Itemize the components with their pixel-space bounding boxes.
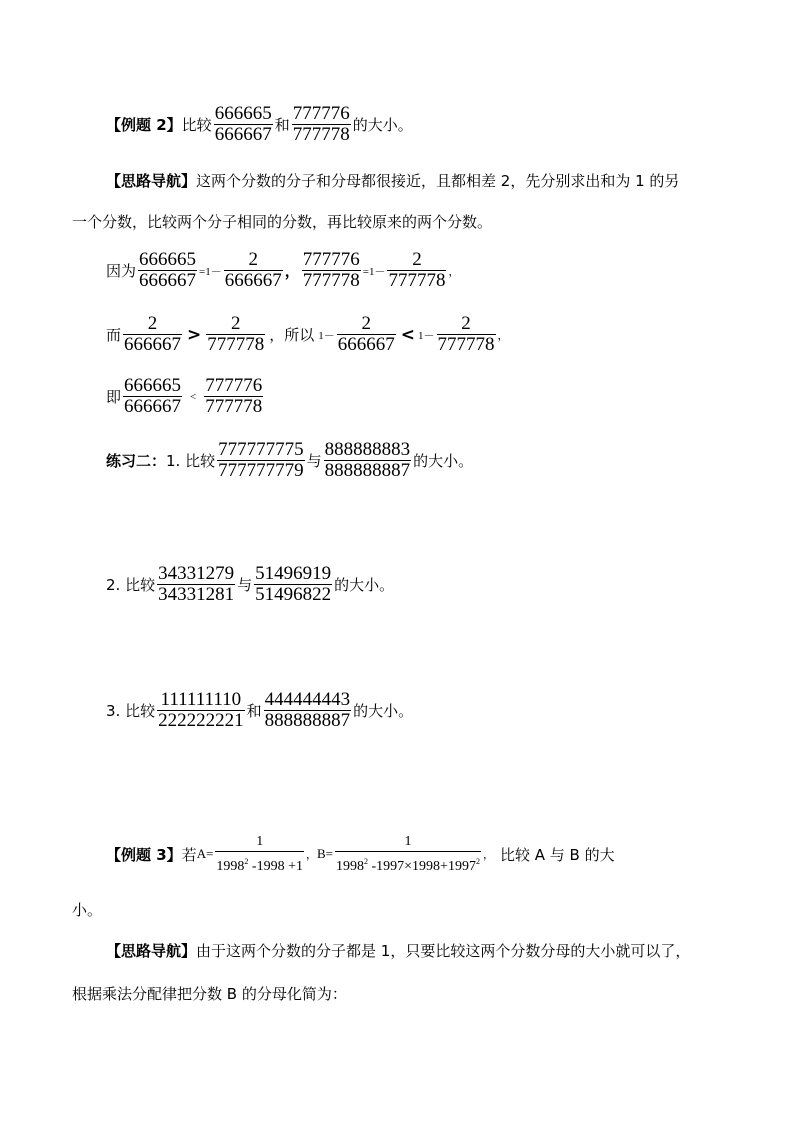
denominator: 666667 — [214, 124, 272, 145]
numerator: 777777775 — [218, 439, 304, 460]
guide1-line2 — [72, 211, 492, 232]
because-line — [106, 250, 459, 291]
numerator: 111111110 — [160, 689, 242, 710]
guide2-line1 — [106, 940, 690, 961]
den-rest: -1998 +1 — [248, 859, 303, 874]
fraction — [254, 564, 332, 605]
denominator: 666667 — [139, 270, 197, 291]
practice-2-prefix: 2. 比较 — [106, 576, 156, 594]
practice-label: 练习二： — [106, 452, 167, 470]
denominator: 777778 — [292, 124, 350, 145]
fraction — [123, 376, 182, 417]
fraction — [292, 104, 351, 145]
practice-2-suffix: 的大小。 — [334, 576, 395, 594]
denominator — [215, 851, 304, 876]
numerator: 666665 — [139, 249, 197, 270]
one-minus: 1－ — [418, 329, 435, 342]
den-base: 1998 — [336, 859, 364, 874]
denominator: 666667 — [337, 334, 395, 355]
comma: ， — [284, 262, 300, 280]
fraction — [157, 564, 235, 605]
numerator: 666665 — [214, 103, 272, 124]
thus-text: 即 — [106, 388, 122, 406]
numerator: 2 — [412, 249, 422, 270]
numerator: 2 — [147, 313, 158, 334]
practice-3-suffix: 的大小。 — [353, 702, 414, 720]
example3-wrap-line — [72, 899, 102, 920]
numerator: 888888883 — [324, 439, 411, 460]
so-text: ，所以 — [269, 326, 315, 344]
fraction — [302, 250, 361, 291]
example3-wrap-text: 小。 — [72, 901, 103, 919]
fraction — [437, 314, 496, 355]
fraction — [387, 250, 446, 291]
while-text: 而 — [106, 326, 122, 344]
fraction — [224, 250, 283, 291]
denominator: 777778 — [207, 334, 265, 355]
fraction — [264, 690, 352, 731]
a-equals: A= — [196, 846, 214, 861]
compare-text: 比较 — [181, 116, 212, 134]
equals-one-minus: =1－ — [362, 265, 386, 278]
comma: ， — [497, 329, 509, 342]
practice-1-prefix: 1. 比较 — [166, 452, 216, 470]
b-equals: B= — [316, 846, 333, 861]
exponent: 2 — [475, 857, 480, 866]
practice-3-line — [106, 690, 413, 731]
equals-one-minus: =1－ — [199, 265, 222, 278]
practice-1-mid: 与 — [306, 452, 322, 470]
practice-2-line — [106, 564, 394, 605]
because-text: 因为 — [106, 262, 137, 280]
denominator: 777778 — [437, 334, 495, 355]
den-base: 1998 — [216, 859, 245, 874]
greater-than: > — [187, 324, 202, 345]
guide2-text-line1: 由于这两个分数的分子都是 1，只要比较这两个分数分母的大小就可以了， — [196, 942, 691, 960]
compare-a-b-text: 比较 A 与 B 的大 — [499, 845, 615, 864]
less-than: < — [400, 324, 416, 345]
numerator: 777776 — [302, 249, 360, 270]
denominator: 666667 — [224, 270, 282, 291]
practice-1-line — [106, 440, 473, 481]
fraction — [324, 440, 412, 481]
denominator: 51496822 — [255, 584, 332, 605]
numerator: 666665 — [124, 375, 182, 396]
example2-label: 【例题 2】 — [106, 116, 182, 134]
numerator: 1 — [404, 834, 412, 849]
numerator: 777776 — [292, 103, 350, 124]
example3-line — [106, 832, 615, 876]
numerator: 777776 — [205, 375, 263, 396]
denominator: 888888887 — [324, 460, 411, 481]
comma: ， — [305, 849, 317, 861]
while-line — [106, 314, 509, 355]
numerator: 444444443 — [264, 689, 351, 710]
numerator: 51496919 — [255, 563, 332, 584]
practice-3-mid: 和 — [246, 702, 262, 720]
denominator: 777778 — [205, 396, 263, 417]
less-than: < — [190, 390, 197, 403]
fraction — [217, 440, 305, 481]
numerator: 2 — [461, 313, 471, 334]
exponent: 2 — [244, 857, 249, 866]
if-text: 若 — [181, 845, 197, 864]
practice-3-prefix: 3. 比较 — [106, 702, 156, 720]
guide2-label: 【思路导航】 — [106, 942, 197, 960]
denominator: 888888887 — [264, 710, 351, 731]
thus-line — [106, 376, 265, 417]
numerator: 2 — [231, 313, 241, 334]
fraction — [204, 376, 263, 417]
numerator: 34331279 — [158, 563, 235, 584]
example2-line — [106, 104, 413, 145]
denominator: 34331281 — [158, 584, 235, 605]
numerator: 2 — [361, 313, 372, 334]
fraction-a — [215, 832, 304, 876]
guide1-label: 【思路导航】 — [106, 172, 197, 190]
denominator: 666667 — [124, 396, 182, 417]
denominator — [335, 851, 481, 876]
exponent: 2 — [364, 857, 368, 866]
numerator: 2 — [248, 249, 258, 270]
guide1-text-line1: 这两个分数的分子和分母都很接近，且都相差 2，先分别求出和为 1 的另 — [196, 172, 680, 190]
numerator: 1 — [256, 834, 264, 849]
fraction — [337, 314, 396, 355]
denominator: 777778 — [388, 270, 446, 291]
denominator: 666667 — [124, 334, 182, 355]
guide2-text-line2: 根据乘法分配律把分数 B 的分母化简为： — [72, 985, 347, 1003]
fraction — [206, 314, 265, 355]
example3-label: 【例题 3】 — [106, 845, 182, 864]
one-minus: 1－ — [318, 329, 335, 342]
denominator: 777777779 — [218, 460, 304, 481]
guide2-line2 — [72, 983, 347, 1004]
fraction — [123, 314, 182, 355]
comma: ， — [448, 265, 460, 278]
fraction — [138, 250, 197, 291]
guide1-text-line2: 一个分数，比较两个分子相同的分数，再比较原来的两个分数。 — [72, 213, 493, 231]
fraction — [157, 690, 245, 731]
size-text: 的大小。 — [352, 116, 413, 134]
and-text: 和 — [274, 116, 290, 134]
practice-2-mid: 与 — [237, 576, 253, 594]
denominator: 222222221 — [158, 710, 244, 731]
fraction-b — [335, 832, 481, 876]
practice-1-suffix: 的大小。 — [413, 452, 474, 470]
den-mid: -1997×1998+1997 — [368, 859, 476, 874]
fraction — [214, 104, 273, 145]
guide1-line1 — [106, 170, 679, 191]
denominator: 777778 — [302, 270, 360, 291]
comma: ， — [482, 849, 494, 861]
